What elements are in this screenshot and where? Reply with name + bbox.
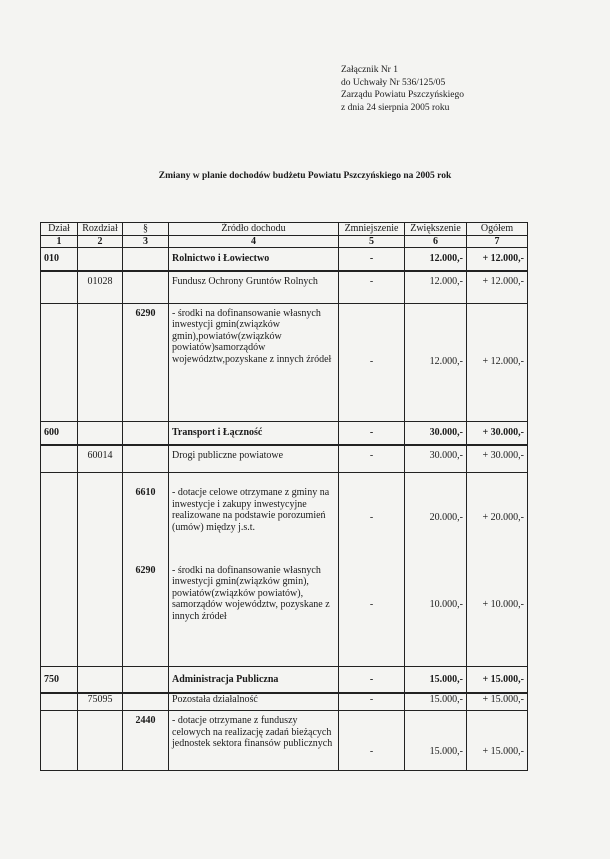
rozdzial-cell [78, 421, 123, 445]
table-header-row [41, 223, 528, 236]
decrease-cell: - [339, 248, 405, 272]
decrease-cell: - [339, 693, 405, 711]
increase-cell: 12.000,- [405, 303, 467, 421]
column-header: § [123, 223, 169, 236]
dzial-cell [41, 711, 78, 771]
column-number: 4 [169, 235, 339, 248]
total-cell: + 15.000,- [467, 693, 528, 711]
total-cell: + 15.000,- [467, 711, 528, 771]
column-number: 1 [41, 235, 78, 248]
source-cell: Rolnictwo i Łowiectwo [169, 248, 339, 272]
source-cell: Pozostała działalność [169, 693, 339, 711]
rozdzial-cell: 75095 [78, 693, 123, 711]
paragraph-cell [123, 445, 169, 473]
header-line: Załącznik Nr 1 [341, 65, 398, 75]
column-number: 3 [123, 235, 169, 248]
decrease-cell: - [339, 421, 405, 445]
dzial-cell: 750 [41, 667, 78, 693]
total-cell: + 10.000,- [467, 563, 528, 667]
increase-cell: 10.000,- [405, 563, 467, 667]
table-row [41, 303, 528, 421]
paragraph-cell [123, 667, 169, 693]
total-cell: + 15.000,- [467, 667, 528, 693]
total-cell: + 12.000,- [467, 303, 528, 421]
column-number: 7 [467, 235, 528, 248]
table-row [41, 271, 528, 303]
table-row [41, 473, 528, 563]
attachment-header [341, 64, 464, 114]
increase-cell: 15.000,- [405, 693, 467, 711]
total-cell: + 30.000,- [467, 445, 528, 473]
paragraph-cell [123, 248, 169, 272]
paragraph-cell: 2440 [123, 711, 169, 771]
increase-cell: 15.000,- [405, 711, 467, 771]
document-title: Zmiany w planie dochodów budżetu Powiatu Pszczyńskiego na 2005 rok [158, 171, 452, 181]
source-cell: Drogi publiczne powiatowe [169, 445, 339, 473]
rozdzial-cell [78, 248, 123, 272]
source-cell: - środki na dofinansowanie własnych inwestycji gmin(związków gmin), powiatów(związków powiatów), samorządów województw, pozyskane z innych źródeł [169, 563, 339, 667]
paragraph-cell: 6290 [123, 563, 169, 667]
rozdzial-cell [78, 667, 123, 693]
decrease-cell: - [339, 271, 405, 303]
dzial-cell [41, 693, 78, 711]
increase-cell: 12.000,- [405, 248, 467, 272]
decrease-cell: - [339, 563, 405, 667]
decrease-cell: - [339, 303, 405, 421]
column-header: Dział [41, 223, 78, 236]
column-number: 2 [78, 235, 123, 248]
column-header: Rozdział [78, 223, 123, 236]
increase-cell: 30.000,- [405, 421, 467, 445]
source-cell: Administracja Publiczna [169, 667, 339, 693]
total-cell: + 12.000,- [467, 248, 528, 272]
column-number: 5 [339, 235, 405, 248]
increase-cell: 20.000,- [405, 473, 467, 563]
dzial-cell [41, 445, 78, 473]
column-header: Źródło dochodu [169, 223, 339, 236]
table-row [41, 421, 528, 445]
rozdzial-cell: 60014 [78, 445, 123, 473]
header-line: Zarządu Powiatu Pszczyńskiego [341, 90, 464, 100]
column-number-row [41, 235, 528, 248]
dzial-cell [41, 271, 78, 303]
table-row [41, 667, 528, 693]
column-header: Ogółem [467, 223, 528, 236]
rozdzial-cell: 01028 [78, 271, 123, 303]
total-cell: + 12.000,- [467, 271, 528, 303]
dzial-cell: 010 [41, 248, 78, 272]
dzial-cell [41, 563, 78, 667]
dzial-cell: 600 [41, 421, 78, 445]
rozdzial-cell [78, 711, 123, 771]
table-row [41, 711, 528, 771]
decrease-cell: - [339, 473, 405, 563]
source-cell: Transport i Łączność [169, 421, 339, 445]
paragraph-cell [123, 693, 169, 711]
increase-cell: 30.000,- [405, 445, 467, 473]
column-header: Zmniejszenie [339, 223, 405, 236]
decrease-cell: - [339, 445, 405, 473]
column-number: 6 [405, 235, 467, 248]
total-cell: + 20.000,- [467, 473, 528, 563]
table-row [41, 693, 528, 711]
rozdzial-cell [78, 473, 123, 563]
table-row [41, 248, 528, 272]
dzial-cell [41, 473, 78, 563]
rozdzial-cell [78, 303, 123, 421]
dzial-cell [41, 303, 78, 421]
paragraph-cell [123, 271, 169, 303]
table-row [41, 563, 528, 667]
budget-table [40, 222, 528, 771]
header-line: do Uchwały Nr 536/125/05 [341, 77, 446, 88]
source-cell: - dotacje celowe otrzymane z gminy na inwestycje i zakupy inwestycyjne realizowane na podstawie porozumień (umów) między j.s.t. [169, 473, 339, 563]
source-cell: - środki na dofinansowanie własnych inwestycji gmin(związków gmin),powiatów(związków powiatów)samorządów województw,pozyskane z innych źródeł [169, 303, 339, 421]
total-cell: + 30.000,- [467, 421, 528, 445]
increase-cell: 15.000,- [405, 667, 467, 693]
rozdzial-cell [78, 563, 123, 667]
source-cell: - dotacje otrzymane z funduszy celowych na realizację zadań bieżących jednostek sektora finansów publicznych [169, 711, 339, 771]
paragraph-cell: 6290 [123, 303, 169, 421]
decrease-cell: - [339, 667, 405, 693]
decrease-cell: - [339, 711, 405, 771]
increase-cell: 12.000,- [405, 271, 467, 303]
paragraph-cell: 6610 [123, 473, 169, 563]
column-header: Zwiększenie [405, 223, 467, 236]
paragraph-cell [123, 421, 169, 445]
table-row [41, 445, 528, 473]
source-cell: Fundusz Ochrony Gruntów Rolnych [169, 271, 339, 303]
header-line: z dnia 24 sierpnia 2005 roku [341, 102, 450, 113]
